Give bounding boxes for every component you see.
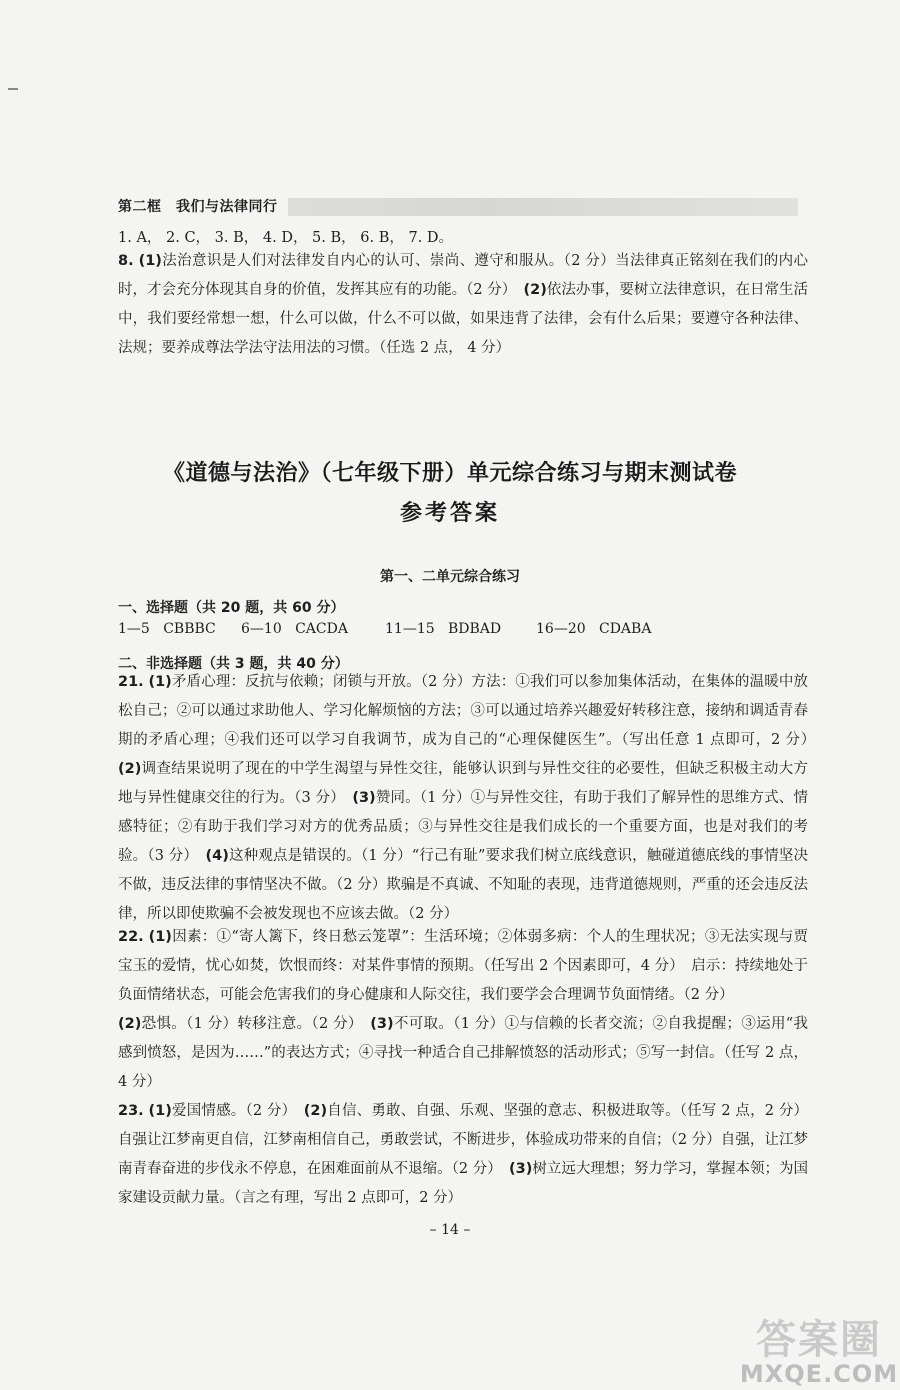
q22-part2-label: (2): [118, 1016, 142, 1032]
q21-part4-label: (4): [205, 848, 229, 864]
q22-part3-text: 不可取。（1 分）①与信赖的长者交流；②自我提醒；③运用“我感到愤怒，是因为……”的表达方式；④寻找一种适合自己排解愤怒的活动形式；⑤写一封信。（任写 2 点，4 分）: [118, 1016, 808, 1090]
q23-part1-label: (1): [148, 1103, 172, 1119]
question-23: [118, 1097, 808, 1213]
q21-part1-label: (1): [148, 674, 172, 690]
answer-key: CBBBC: [163, 621, 216, 637]
mcq-answers-1-7: 1. A， 2. C， 3. B， 4. D， 5. B， 6. B， 7. D。: [118, 230, 454, 246]
q22-part2-text: 恐惧。（1 分）转移注意。（2 分）: [141, 1016, 371, 1032]
q21-part1-text: 矛盾心理：反抗与依赖；闭锁与开放。（2 分）方法：①我们可以参加集体活动，在集体的温暖中放松自己；②可以通过求助他人、学习化解烦恼的方法；③可以通过培养兴趣爱好转移注意，接纳和调适青春期的矛盾心理；④我们还可以学习自我调节，成为自己的“心理保健医生”。（写出任意 1 点即可，2 分）: [118, 674, 823, 748]
watermark-url: MXQE.COM: [739, 1360, 899, 1388]
q22-part1-label: (1): [148, 929, 172, 945]
scan-mark: [8, 88, 18, 90]
q8-part2-text: 依法办事，要树立法律意识，在日常生活中，我们要经常想一想，什么可以做，什么不可以做，如果违背了法律，会有什么后果；要遵守各种法律、法规；要养成尊法学法守法用法的习惯。（任选 2 点， 4 分）: [118, 282, 808, 356]
q8-number: 8.: [118, 253, 134, 269]
q8-part1-label: (1): [138, 253, 162, 269]
q8-part1-text: 法治意识是人们对法律发自内心的认可、崇尚、遵守和服从。（2 分）当法律真正铭刻在我们的内心时，才会充分体现其自身的价值，发挥其应有的功能。（2 分）: [118, 253, 808, 298]
q21-part2-label: (2): [118, 761, 142, 777]
q23-number: 23.: [118, 1103, 144, 1119]
q23-part3-text: 树立远大理想；努力学习，掌握本领；为国家建设贡献力量。（言之有理，写出 2 点即可，2 分）: [118, 1161, 808, 1206]
q21-number: 21.: [118, 674, 144, 690]
section-heading-text: 第二框 我们与法律同行: [118, 199, 278, 215]
q8-part2-label: (2): [523, 282, 547, 298]
part2-heading: 二、非选择题（共 3 题，共 40 分）: [118, 656, 349, 672]
q21-part3-text: 赞同。（1 分）①与异性交往，有助于我们了解异性的思维方式、情感特征；②有助于我们学习对方的优秀品质；③与异性交往是我们成长的一个重要方面，也是对我们的考验。（3 分）: [118, 790, 808, 864]
q22-part1-text: 因素：①“寄人篱下，终日愁云笼罩”：生活环境；②体弱多病：个人的生理状况；③无法实现与贾宝玉的爱情，忧心如焚，饮恨而终：对某件事情的预期。（任写出 2 个因素即可，4 分） 启示：持续地处于负面情绪状态，可能会危害我们的身心健康和人际交往，我们要学会合理调节负面情绪。（2 分）: [118, 929, 808, 1003]
q23-part1-text: 爱国情感。（2 分）: [171, 1103, 304, 1119]
watermark-text: 答案圈: [756, 1317, 882, 1363]
answer-range: 1—5: [118, 621, 150, 637]
document-subtitle: 参考答案: [399, 501, 500, 526]
answer-group: [536, 621, 651, 637]
highlight-band: [288, 198, 798, 216]
answer-group: [118, 621, 216, 637]
q22-part3-label: (3): [370, 1016, 394, 1032]
document-title: 《道德与法治》（七年级下册）单元综合练习与期末测试卷: [162, 461, 737, 486]
watermark-logo: [734, 1308, 900, 1390]
answer-key: CDABA: [599, 621, 652, 637]
question-8: [118, 247, 808, 363]
answer-range: 6—10: [241, 621, 282, 637]
answer-range: 11—15: [385, 621, 435, 637]
part1-heading: 一、选择题（共 20 题，共 60 分）: [118, 600, 345, 616]
section-heading: [118, 196, 798, 222]
answer-key: CACDA: [295, 621, 348, 637]
q21-part2-text: 调查结果说明了现在的中学生渴望与异性交往，能够认识到与异性交往的必要性，但缺乏积极主动大方地与异性健康交往的行为。（3 分）: [118, 761, 808, 806]
q21-part4-text: 这种观点是错误的。（1 分）“行己有耻”要求我们树立底线意识，触碰道德底线的事情坚决不做，违反法律的事情坚决不做。（2 分）欺骗是不真诚、不知耻的表现，违背道德规则，严重的还会违反法律，所以即使欺骗不会被发现也不应该去做。（2 分）: [118, 848, 808, 922]
q21-part3-label: (3): [352, 790, 376, 806]
page-number: – 14 –: [429, 1222, 471, 1238]
answer-group: [241, 621, 348, 637]
answer-key: BDBAD: [448, 621, 502, 637]
question-22: [118, 923, 808, 1097]
answer-range: 16—20: [536, 621, 586, 637]
q23-part3-label: (3): [509, 1161, 533, 1177]
answer-group: [385, 621, 501, 637]
question-21: [118, 668, 823, 929]
q23-part2-text: 自信、勇敢、自强、乐观、坚强的意志、积极进取等。（任写 2 点，2 分）自强让江梦南更自信，江梦南相信自己，勇敢尝试，不断进步，体验成功带来的自信；（2 分）自强，让江梦南青春奋进的步伐永不停息，在困难面前从不退缩。（2 分）: [118, 1103, 809, 1177]
unit-heading: 第一、二单元综合练习: [380, 569, 520, 585]
q22-number: 22.: [118, 929, 144, 945]
q23-part2-label: (2): [303, 1103, 328, 1119]
